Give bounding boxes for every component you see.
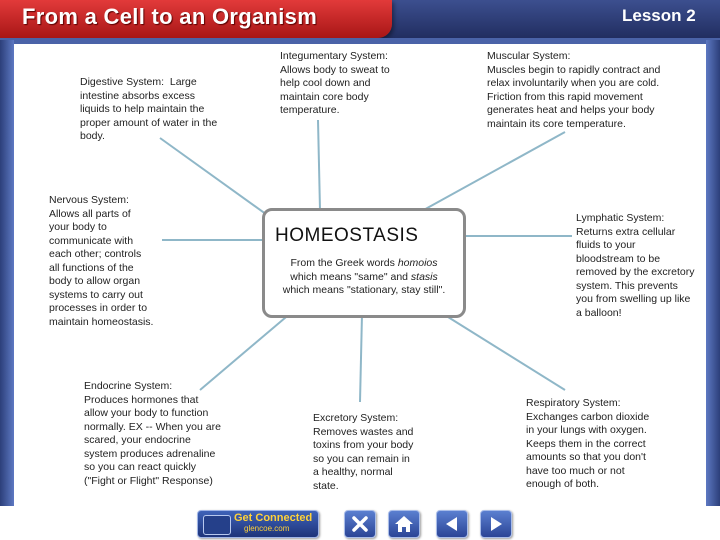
line-endocrine (200, 312, 292, 390)
muscular-system-text-2: relax involuntarily when you are cold. (487, 77, 660, 89)
excretory-system-text-3: so you can remain in (313, 452, 410, 465)
respiratory-system-label: Respiratory System: (526, 397, 621, 409)
homeostasis-description (269, 257, 459, 298)
respiratory-system-text-3: Keeps them in the correct (526, 437, 646, 450)
get-connected-label: Get Connected (234, 512, 313, 524)
endocrine-system-text-7: ("Fight or Flight" Response) (84, 474, 213, 487)
previous-icon (437, 511, 467, 537)
lymphatic-system-text-2: fluids to your (576, 239, 636, 251)
integumentary-system-box (280, 50, 390, 118)
nervous-system-box (49, 194, 153, 329)
digestive-system-label: Digestive System: (80, 76, 165, 88)
muscular-system-text-3: Friction from this rapid movement (487, 90, 643, 103)
homeostasis-text-1: From the Greek words (290, 257, 398, 269)
homeostasis-title: HOMEOSTASIS (275, 225, 419, 246)
integumentary-system-text-4: temperature. (280, 104, 340, 116)
muscular-system-label: Muscular System: (487, 50, 571, 62)
previous-button[interactable] (436, 510, 468, 538)
homeostasis-term-2: stasis (410, 270, 438, 283)
endocrine-system-box (84, 380, 221, 488)
excretory-system-label: Excretory System: (313, 412, 399, 424)
get-connected-button[interactable] (197, 510, 319, 538)
endocrine-system-text-4: scared, your endocrine (84, 434, 191, 446)
excretory-system-box (313, 412, 413, 493)
line-integumentary (318, 120, 320, 210)
respiratory-system-text-5: have too much or not (526, 464, 625, 477)
computer-icon (203, 515, 231, 535)
line-respiratory (440, 312, 565, 390)
excretory-system-text-2: toxins from your body (313, 439, 414, 451)
digestive-system-text-2: intestine absorbs excess (80, 89, 195, 102)
next-icon (481, 511, 511, 537)
endocrine-system-text-3: normally. EX -- When you are (84, 420, 221, 433)
lymphatic-system-text-3: bloodstream to be (576, 252, 661, 265)
exit-button[interactable] (344, 510, 376, 538)
next-button[interactable] (480, 510, 512, 538)
excretory-system-text-5: state. (313, 479, 339, 492)
endocrine-system-text-5: system produces adrenaline (84, 447, 216, 460)
nervous-system-text-5: all functions of the (49, 261, 134, 274)
integumentary-system-text-2: help cool down and (280, 77, 371, 89)
integumentary-system-text-3: maintain core body (280, 90, 369, 103)
homeostasis-text-2: which means "same" and (290, 270, 411, 283)
nervous-system-text-2: your body to (49, 221, 107, 233)
line-muscular (420, 132, 565, 212)
digestive-system-text-1: Large (169, 76, 197, 88)
page-title: From a Cell to an Organism (22, 4, 318, 29)
respiratory-system-text-1: Exchanges carbon dioxide (526, 410, 650, 423)
nervous-system-text-7: systems to carry out (49, 288, 143, 301)
muscular-system-text-5: maintain its core temperature. (487, 117, 626, 130)
excretory-system-text-1: Removes wastes and (313, 425, 414, 438)
nervous-system-text-6: body to allow organ (49, 275, 141, 287)
endocrine-system-text-2: allow your body to function (84, 407, 209, 419)
nervous-system-label: Nervous System: (49, 194, 129, 206)
endocrine-system-text-1: Produces hormones that (84, 393, 199, 406)
lymphatic-system-text-1: Returns extra cellular (576, 225, 676, 238)
digestive-system-text-3: liquids to help maintain the (80, 103, 205, 115)
endocrine-system-text-6: so you can react quickly (84, 461, 197, 473)
digestive-system-text-4: proper amount of water in the (80, 116, 218, 129)
home-icon (389, 511, 419, 537)
lymphatic-system-text-6: you from swelling up like (576, 293, 691, 305)
integumentary-system-label: Integumentary System: (280, 50, 388, 62)
home-button[interactable] (388, 510, 420, 538)
nervous-system-text-3: communicate with (49, 234, 134, 247)
nervous-system-text-8: processes in order to (49, 302, 148, 314)
respiratory-system-text-6: enough of both. (526, 478, 599, 490)
respiratory-system-text-4: amounts so that you don't (526, 451, 646, 463)
muscular-system-text-1: Muscles begin to rapidly contract and (487, 63, 661, 76)
digestive-system-box (80, 76, 217, 144)
nervous-system-text-4: each other; controls (49, 248, 142, 260)
lymphatic-system-label: Lymphatic System: (576, 212, 665, 224)
excretory-system-text-4: a healthy, normal (313, 466, 393, 478)
close-icon (345, 511, 375, 537)
muscular-system-text-4: generates heat and helps your body (487, 104, 655, 116)
lymphatic-system-text-4: removed by the excretory (576, 266, 695, 278)
lymphatic-system-box (576, 212, 694, 320)
line-excretory (360, 314, 362, 402)
integumentary-system-text-1: Allows body to sweat to (280, 63, 390, 76)
nervous-system-text-9: maintain homeostasis. (49, 315, 154, 328)
homeostasis-box (262, 208, 466, 318)
digestive-system-text-5: body. (80, 130, 105, 142)
lesson-label: Lesson 2 (622, 6, 696, 25)
respiratory-system-box (526, 397, 649, 492)
homeostasis-text-3: which means "stationary, stay still". (282, 284, 446, 296)
glencoe-site-label: glencoe.com (244, 524, 290, 533)
muscular-system-box (487, 50, 660, 131)
endocrine-system-label: Endocrine System: (84, 380, 173, 392)
lymphatic-system-text-7: a balloon! (576, 306, 622, 319)
lymphatic-system-text-5: system. This prevents (576, 279, 678, 292)
homeostasis-term-1: homoios (397, 257, 438, 269)
nervous-system-text-1: Allows all parts of (49, 207, 131, 220)
respiratory-system-text-2: in your lungs with oxygen. (526, 424, 647, 436)
